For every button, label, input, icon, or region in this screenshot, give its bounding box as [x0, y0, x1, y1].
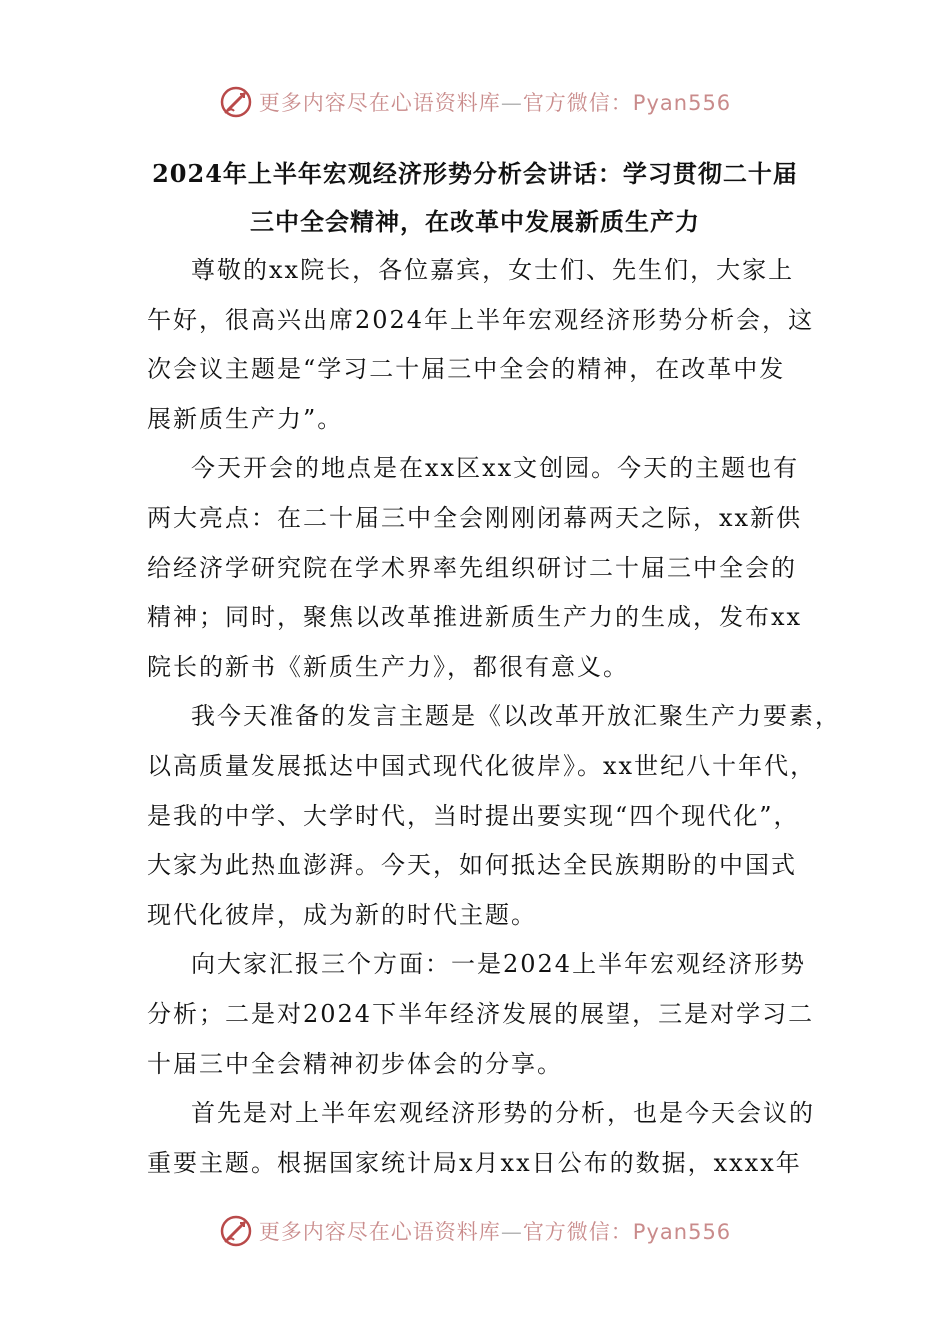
text-line: 我今天准备的发言主题是《以改革开放汇聚生产力要素， [191, 702, 841, 731]
title-line: 2024年上半年宏观经济形势分析会讲话：学习贯彻二十届 [152, 159, 798, 188]
text-line: 精神；同时，聚焦以改革推进新质生产力的生成，发布xx [147, 603, 803, 632]
text-line: 院长的新书《新质生产力》，都很有意义。 [147, 652, 629, 681]
text-line: 重要主题。根据国家统计局x月xx日公布的数据，xxxx年 [147, 1148, 802, 1177]
text-line: 今天开会的地点是在xx区xx文创园。今天的主题也有 [191, 454, 800, 483]
text-line: 向大家汇报三个方面：一是2024上半年宏观经济形势 [191, 950, 807, 979]
text-line: 午好，很高兴出席2024年上半年宏观经济形势分析会，这 [147, 305, 815, 334]
text-line: 展新质生产力”。 [147, 404, 344, 433]
text-line: 次会议主题是“学习二十届三中全会的精神，在改革中发 [147, 355, 786, 384]
paragraph [147, 940, 815, 1089]
text-line: 以高质量发展抵达中国式现代化彼岸》。xx世纪八十年代， [147, 751, 817, 780]
pen-logo-icon [219, 1214, 253, 1248]
paragraph [147, 692, 841, 940]
text-line: 是我的中学、大学时代，当时提出要实现“四个现代化”， [147, 801, 800, 830]
text-line: 尊敬的xx院长，各位嘉宾，女士们、先生们，大家上 [191, 256, 795, 284]
pen-logo-icon [219, 85, 253, 119]
text-line: 大家为此热血澎湃。今天，如何抵达全民族期盼的中国式 [147, 851, 797, 880]
paragraph [147, 1089, 815, 1188]
watermark-text: 更多内容尽在心语资料库—官方微信：Pyan556 [258, 1220, 732, 1244]
text-line: 分析；二是对2024下半年经济发展的展望，三是对学习二 [147, 999, 815, 1028]
text-line: 给经济学研究院在学术界率先组织研讨二十届三中全会的 [147, 553, 797, 582]
watermark-banner-bottom [0, 1211, 950, 1251]
paragraph [147, 246, 815, 444]
text-line: 首先是对上半年宏观经济形势的分析，也是今天会议的 [191, 1099, 815, 1128]
watermark-text: 更多内容尽在心语资料库—官方微信：Pyan556 [258, 91, 732, 115]
title-line: 三中全会精神，在改革中发展新质生产力 [250, 207, 700, 236]
text-line: 两大亮点：在二十届三中全会刚刚闭幕两天之际，xx新供 [147, 503, 803, 532]
text-line: 十届三中全会精神初步体会的分享。 [147, 1049, 563, 1078]
text-line: 现代化彼岸，成为新的时代主题。 [147, 900, 537, 929]
document-title [140, 150, 810, 246]
watermark-banner-top [0, 82, 950, 122]
document-body [147, 246, 841, 1188]
paragraph [147, 444, 812, 692]
